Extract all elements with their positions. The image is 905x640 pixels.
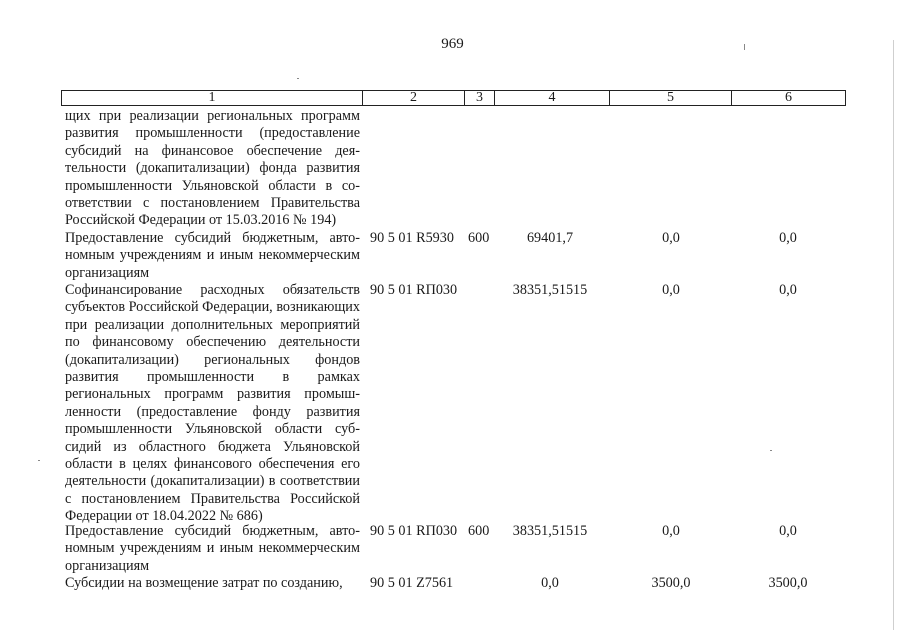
row-target-code: 90 5 01 RП030 [370,523,458,539]
row-value-col5: 0,0 [662,523,680,539]
row-target-code: 90 5 01 Z7561 [370,575,454,591]
scan-speck [770,450,772,451]
scan-speck [38,460,40,461]
row-value-col6: 0,0 [779,282,797,298]
row-value-col6: 3500,0 [768,575,808,591]
row-value-col5: 0,0 [662,230,680,246]
table-header-row [61,90,846,106]
scan-speck [297,78,299,79]
row-expense-type: 600 [468,230,490,246]
scan-edge-line [893,40,894,630]
row-target-code: 90 5 01 R5930 [370,230,454,246]
row-description: Предоставление субсидий бюджетным, автономным учреждениям и иным некоммерческим организациям [65,230,360,281]
header-col-5: 5 [609,91,731,105]
row-description: Субсидии на возмещение затрат по созданию, [65,575,343,591]
header-col-6: 6 [731,91,845,105]
row-target-code: 90 5 01 RП030 [370,282,458,298]
header-col-1: 1 [208,90,216,105]
row-expense-type: 600 [468,523,490,539]
row-value-col6: 0,0 [779,230,797,246]
row-description: щих при реализации региональных программ развития промышленности (предоставление субсидий на финансовое обеспечение деятельности (докапитализации) фонда развития промышленности Ульяновской области в соответствии с постановлением Правительства Российской Федерации от 15.03.2016 № 194) [65,108,360,229]
header-col-3: 3 [464,91,494,105]
header-col-4: 4 [494,91,609,105]
row-value-col5: 0,0 [662,282,680,298]
row-description: Предоставление субсидий бюджетным, автономным учреждениям и иным некоммерческим организациям [65,523,360,574]
row-value-col4: 38351,51515 [512,282,588,298]
scan-speck [744,44,745,50]
row-value-col4: 69401,7 [526,230,574,246]
row-value-col4: 38351,51515 [512,523,588,539]
page-number: 969 [441,36,464,52]
row-value-col6: 0,0 [779,523,797,539]
row-value-col5: 3500,0 [651,575,691,591]
row-description: Софинансирование расходных обязательств субъектов Российской Федерации, возникающих при реализации дополнительных мероприятий по финансовому обеспечению деятельности (докапитализации) региональных фондов развития промышленности в рамках региональных программ развития промышленности (предоставление фонду развития промышленности Ульяновской области субсидий из областного бюджета Ульяновской области в целях финансового обеспечения его деятельности (докапитализации) в соответствии с постановлением Правительства Российской Федерации от 18.04.2022 № 686) [65,282,360,525]
header-col-2: 2 [362,91,464,105]
row-value-col4: 0,0 [541,575,559,591]
